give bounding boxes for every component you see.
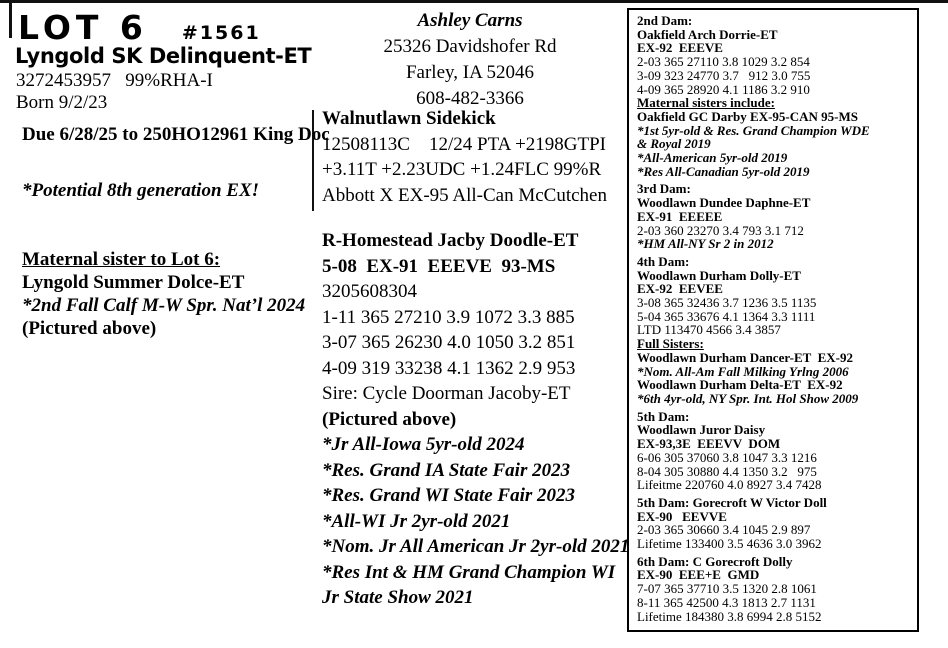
maternal-sister-line: Lyngold Summer Dolce-ET: [22, 272, 245, 293]
pedigree-line: 3-08 365 32436 3.7 1236 3.5 1135: [637, 295, 817, 311]
dam-line: 3205608304: [322, 281, 417, 302]
pedigree-line: Oakfield GC Darby EX-95-CAN 95-MS: [637, 108, 858, 124]
pedigree-line: EX-92 EEVEE: [637, 281, 723, 297]
generation-note: *Potential 8th generation EX!: [22, 180, 260, 201]
dam-block: [322, 228, 630, 611]
pedigree-line: Oakfield Arch Dorrie-ET: [637, 26, 778, 42]
pedigree-section: [637, 496, 909, 551]
birth-date: Born 9/2/23: [16, 92, 108, 113]
pedigree-line: *Nom. All-Am Fall Milking Yrlng 2006: [637, 363, 849, 379]
maternal-sister-line: (Pictured above): [22, 318, 157, 339]
dam-line: Sire: Cycle Doorman Jacoby-ET: [322, 383, 571, 404]
consignor-name: Ashley Carns: [417, 10, 523, 31]
pedigree-section: [637, 14, 909, 178]
dam-line: 4-09 319 33238 4.1 1362 2.9 953: [322, 357, 576, 379]
pedigree-section: [637, 182, 909, 251]
pedigree-line: 3rd Dam:: [637, 181, 691, 197]
dam-line: *Res. Grand WI State Fair 2023: [322, 485, 576, 506]
consignor-block: [330, 8, 610, 112]
dam-line: *Nom. Jr All American Jr 2yr-old 2021: [322, 536, 630, 557]
pedigree-line: 8-11 365 42500 4.3 1813 2.7 1131: [637, 594, 816, 610]
dam-line: *All-WI Jr 2yr-old 2021: [322, 510, 511, 532]
left-border-tick: [9, 2, 12, 38]
pedigree-line: Lifeitme 220760 4.0 8927 3.4 7428: [637, 477, 822, 493]
pedigree-line: Maternal sisters include:: [637, 95, 775, 111]
pedigree-line: 7-07 365 37710 3.5 1320 2.8 1061: [637, 581, 817, 597]
pedigree-line: 4th Dam:: [637, 253, 690, 269]
pedigree-line: 6-06 305 37060 3.8 1047 3.3 1216: [637, 449, 817, 465]
pedigree-line: 5th Dam: Gorecroft W Victor Doll: [637, 494, 827, 510]
pedigree-line: EX-90 EEVVE: [637, 508, 727, 524]
pedigree-line: *1st 5yr-old & Res. Grand Champion WDE: [637, 122, 870, 138]
top-border-rule: [0, 0, 948, 3]
pedigree-line: 3-09 323 24770 3.7 912 3.0 755: [637, 67, 811, 83]
pedigree-line: Woodlawn Dundee Daphne-ET: [637, 195, 811, 211]
maternal-sister-block: [22, 248, 305, 340]
service-sire-line: Abbott X EX-95 All-Can McCutchen: [322, 184, 607, 206]
pedigree-line: 2-03 365 30660 3.4 1045 2.9 897: [637, 522, 811, 538]
pedigree-line: Woodlawn Durham Dolly-ET: [637, 267, 801, 283]
dam-line: 5-08 EX-91 EEEVE 93-MS: [322, 255, 556, 277]
pedigree-line: Full Sisters:: [637, 336, 704, 352]
pedigree-line: Lifetime 133400 3.5 4636 3.0 3962: [637, 536, 822, 552]
service-sire-block: [322, 106, 622, 208]
consignor-address-street: 25326 Davidshofer Rd: [383, 36, 557, 57]
pedigree-line: Woodlawn Durham Dancer-ET EX-92: [637, 349, 853, 365]
due-date-line: Due 6/28/25 to 250HO12961 King Doc: [22, 124, 330, 145]
pedigree-panel: [627, 8, 919, 632]
pedigree-line: & Royal 2019: [637, 136, 711, 152]
dam-line: (Pictured above): [322, 408, 457, 430]
consignor-phone: 608-482-3366: [416, 88, 524, 109]
pedigree-line: *Res All-Canadian 5yr-old 2019: [637, 163, 810, 179]
pedigree-line: 6th Dam: C Gorecroft Dolly: [637, 553, 793, 569]
registration-number: 3272453957 99%RHA-I: [16, 70, 213, 91]
pedigree-line: EX-91 EEEEE: [637, 208, 723, 224]
pedigree-line: EX-93,3E EEEVV DOM: [637, 436, 781, 452]
dam-line: Jr State Show 2021: [322, 587, 474, 608]
animal-name: Lyngold SK Delinquent-ET: [15, 44, 312, 68]
pedigree-line: Woodlawn Durham Delta-ET EX-92: [637, 377, 843, 393]
pedigree-line: Lifetime 184380 3.8 6994 2.8 5152: [637, 608, 822, 624]
pedigree-line: 5th Dam:: [637, 408, 690, 424]
pedigree-line: 4-09 365 28920 4.1 1186 3.2 910: [637, 81, 810, 97]
pedigree-line: 2nd Dam:: [637, 13, 693, 28]
pedigree-line: 5-04 365 33676 4.1 1364 3.3 1111: [637, 308, 816, 324]
pedigree-line: EX-90 EEE+E GMD: [637, 567, 760, 583]
lot-number-label: LOT 6: [18, 8, 148, 47]
dam-line: *Res Int & HM Grand Champion WI: [322, 561, 616, 583]
dam-line: 3-07 365 26230 4.0 1050 3.2 851: [322, 332, 576, 353]
dam-line: *Res. Grand IA State Fair 2023: [322, 459, 571, 481]
pedigree-line: LTD 113470 4566 3.4 3857: [637, 322, 781, 338]
pedigree-line: 2-03 365 27110 3.8 1029 3.2 854: [637, 54, 810, 70]
pedigree-section: [637, 255, 909, 406]
pedigree-section: [637, 410, 909, 492]
lot-tag-number: #1561: [181, 22, 261, 44]
maternal-sister-line: Maternal sister to Lot 6:: [22, 249, 221, 270]
dam-line: R-Homestead Jacby Doodle-ET: [322, 230, 579, 251]
pedigree-line: *All-American 5yr-old 2019: [637, 150, 788, 166]
service-sire-line: Walnutlawn Sidekick: [322, 108, 496, 129]
pedigree-line: Woodlawn Juror Daisy: [637, 422, 766, 438]
lot-header: [18, 8, 261, 47]
pedigree-line: 8-04 305 30880 4.4 1350 3.2 975: [637, 463, 817, 479]
service-sire-line: +3.11T +2.23UDC +1.24FLC 99%R: [322, 159, 602, 180]
pedigree-line: *6th 4yr-old, NY Spr. Int. Hol Show 2009: [637, 390, 859, 406]
pedigree-section: [637, 555, 909, 624]
pedigree-line: EX-92 EEEVE: [637, 40, 723, 56]
service-sire-line: 12508113C 12/24 PTA +2198GTPI: [322, 133, 607, 155]
dam-line: 1-11 365 27210 3.9 1072 3.3 885: [322, 306, 575, 328]
maternal-sister-line: *2nd Fall Calf M-W Spr. Nat’l 2024: [22, 295, 306, 316]
dam-line: *Jr All-Iowa 5yr-old 2024: [322, 434, 525, 455]
pedigree-line: 2-03 360 23270 3.4 793 3.1 712: [637, 222, 804, 238]
pedigree-line: *HM All-NY Sr 2 in 2012: [637, 236, 774, 252]
consignor-address-city: Farley, IA 52046: [405, 62, 535, 83]
